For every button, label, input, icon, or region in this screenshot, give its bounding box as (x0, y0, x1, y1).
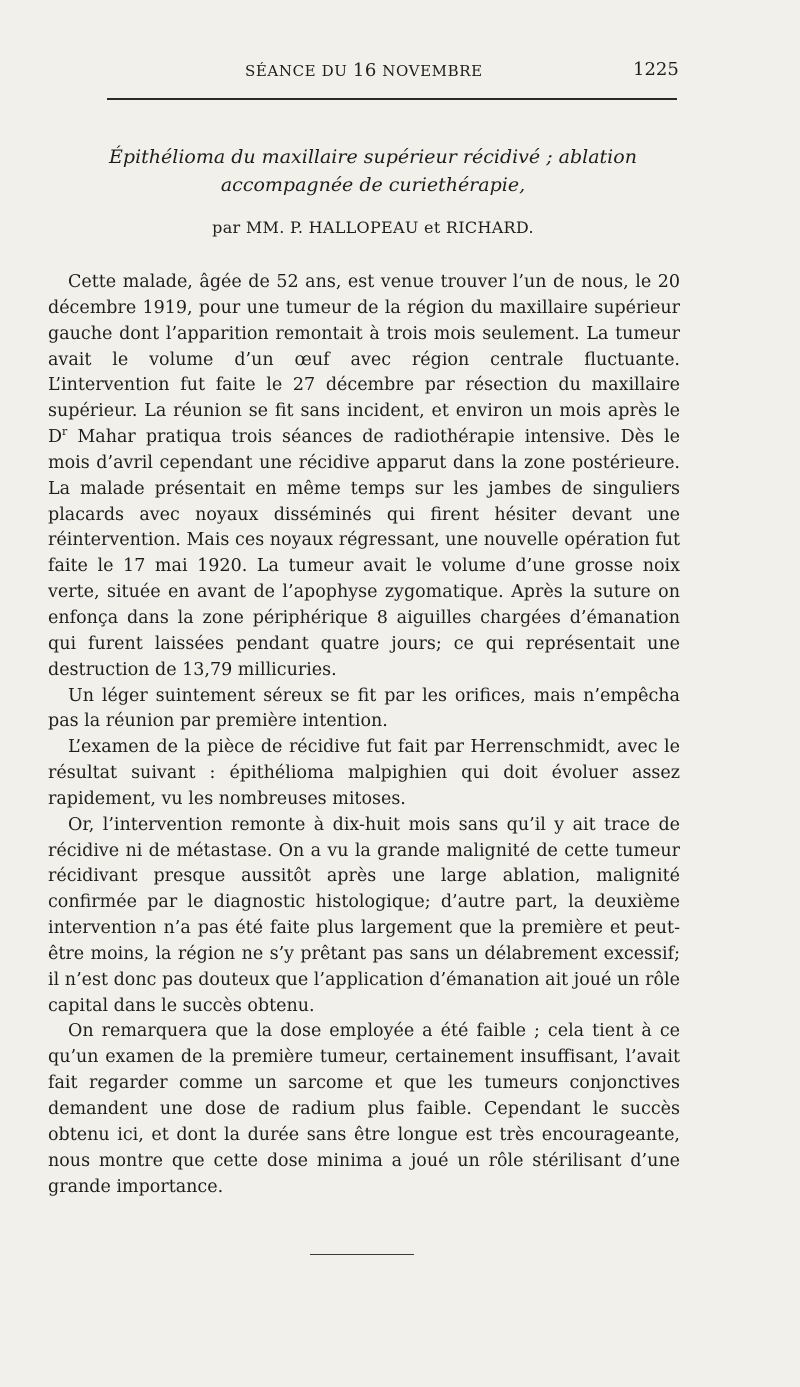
running-head (0, 60, 800, 84)
paragraph-5: On remarquera que la dose employée a été faible ; cela tient à ce qu’un examen de la première tumeur, certainement insuffisant, l’avait fait regarder comme un sarcome et que les tumeurs conjonctives demandent une dose de radium plus faible. Cependant le succès obtenu ici, et dont la durée sans être longue est très encourageante, nous montre que cette dose minima a joué un rôle stérilisant d’une grande importance. (48, 1021, 680, 1197)
article-title-line-1: Épithélioma du maxillaire supérieur récidivé ; ablation (109, 146, 637, 168)
header-rule (107, 98, 677, 100)
paragraph-1-part-2: Mahar pratiqua trois séances de radiothérapie intensive. Dès le mois d’avril cependant une récidive apparut dans la zone postérieure. La malade présentait en même temps sur les jambes de singuliers placards avec noyaux disséminés qui firent hésiter devant une réintervention. Mais ces noyaux régressant, une nouvelle opération fut faite le 17 mai 1920. La tumeur avait le volume d’une grosse noix verte, située en avant de l’apophyse zygomatique. Après la suture on enfonça dans la zone périphérique 8 aiguilles chargées d’émanation qui furent laissées pendant quatre jours; ce qui représentait une destruction de 13,79 millicuries. (48, 427, 680, 680)
running-title (245, 60, 483, 81)
paragraph-4: Or, l’intervention remonte à dix-huit mois sans qu’il y ait trace de récidive ni de métastase. On a vu la grande malignité de cette tumeur récidivant presque aussitôt après une large ablation, malignité confirmée par le diagnostic histologique; d’autre part, la deuxième intervention n’a pas été faite plus largement que la première et peut-être moins, la région ne s’y prêtant pas sans un délabrement excessif; il n’est donc pas douteux que l’application d’émanation ait joué un rôle capital dans le succès obtenu. (48, 814, 680, 1016)
running-title-suffix: NOVEMBRE (376, 62, 483, 80)
article-title (48, 143, 698, 199)
article-body (48, 270, 680, 1200)
paragraph-2: Un léger suintement séreux se fit par les orifices, mais n’empêcha pas la réunion par première intention. (48, 685, 680, 732)
doctor-abbrev-superscript: r (62, 425, 68, 439)
paragraph-1-part-1: Cette malade, âgée de 52 ans, est venue trouver l’un de nous, le 20 décembre 1919, pour une tumeur de la région du maxillaire supérieur gauche dont l’apparition remontait à trois mois seulement. La tumeur avait le volume d’un œuf avec région centrale fluctuante. L’intervention fut faite le 27 décembre par résection du maxillaire supérieur. La réunion se fit sans incident, et environ un mois après le D (48, 272, 680, 448)
page-number: 1225 (633, 59, 679, 80)
article-authors: par MM. P. HALLOPEAU et RICHARD. (212, 218, 534, 237)
article-title-line-2: accompagnée de curiethérapie, (220, 174, 526, 196)
end-rule (310, 1254, 414, 1255)
running-title-prefix: SÉANCE DU (245, 62, 353, 80)
paragraph-1 (48, 270, 680, 684)
running-title-day: 16 (352, 60, 377, 81)
paragraph-3: L’examen de la pièce de récidive fut fait par Herrenschmidt, avec le résultat suivant : épithélioma malpighien qui doit évoluer assez rapidement, vu les nombreuses mitoses. (48, 737, 680, 809)
